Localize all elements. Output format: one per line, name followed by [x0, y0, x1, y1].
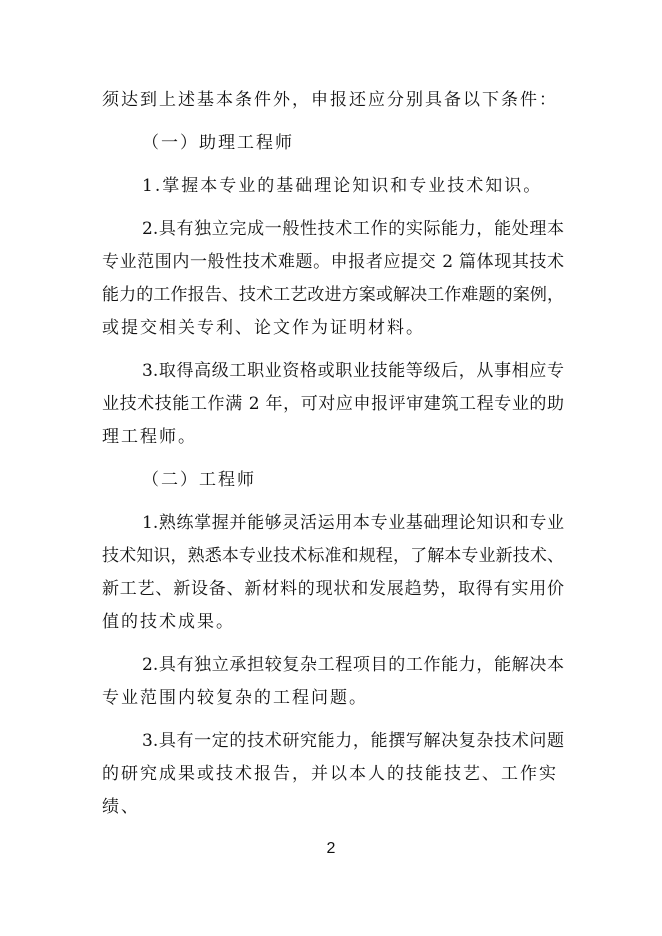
document-body [102, 84, 564, 834]
page-number: 2 [326, 840, 336, 857]
text-line: （二）工程师 [142, 470, 256, 490]
text-line: 专业范围内一般性技术难题。申报者应提交 2 篇体现其技术 [102, 252, 564, 272]
paragraph [102, 507, 564, 639]
paragraph [102, 213, 564, 345]
text-line: （一）助理工程师 [142, 133, 294, 153]
paragraph [102, 84, 564, 117]
text-line: 2.具有独立完成一般性技术工作的实际能力，能处理本 [142, 219, 564, 239]
paragraph [102, 355, 564, 454]
paragraph [102, 649, 564, 715]
text-line: 2.具有独立承担较复杂工程项目的工作能力，能解决本 [142, 655, 564, 675]
text-line: 新工艺、新设备、新材料的现状和发展趋势，取得有实用价 [102, 579, 564, 599]
section-heading [102, 127, 564, 160]
text-line: 技术知识，熟悉本专业技术标准和规程，了解本专业新技术、 [102, 546, 564, 566]
text-line: 1.掌握本专业的基础理论知识和专业技术知识。 [142, 176, 543, 196]
text-line: 1.熟练掌握并能够灵活运用本专业基础理论知识和专业 [142, 513, 564, 533]
text-line: 业技术技能工作满 2 年，可对应申报评审建筑工程专业的助 [102, 394, 564, 414]
paragraph [102, 170, 564, 203]
text-line: 3.取得高级工职业资格或职业技能等级后，从事相应专 [142, 361, 564, 381]
paragraph [102, 725, 564, 824]
text-line: 须达到上述基本条件外，申报还应分别具备以下条件： [102, 90, 558, 110]
text-line: 值的技术成果。 [102, 612, 235, 632]
text-line: 或提交相关专利、论文作为证明材料。 [102, 318, 425, 338]
text-line: 的研究成果或技术报告，并以本人的技能技艺、工作实绩、 [102, 764, 558, 817]
section-heading [102, 464, 564, 497]
text-line: 理工程师。 [102, 427, 197, 447]
text-line: 能力的工作报告、技术工艺改进方案或解决工作难题的案例， [102, 285, 564, 305]
text-line: 专业范围内较复杂的工程问题。 [102, 688, 368, 708]
text-line: 3.具有一定的技术研究能力，能撰写解决复杂技术问题 [142, 731, 564, 751]
